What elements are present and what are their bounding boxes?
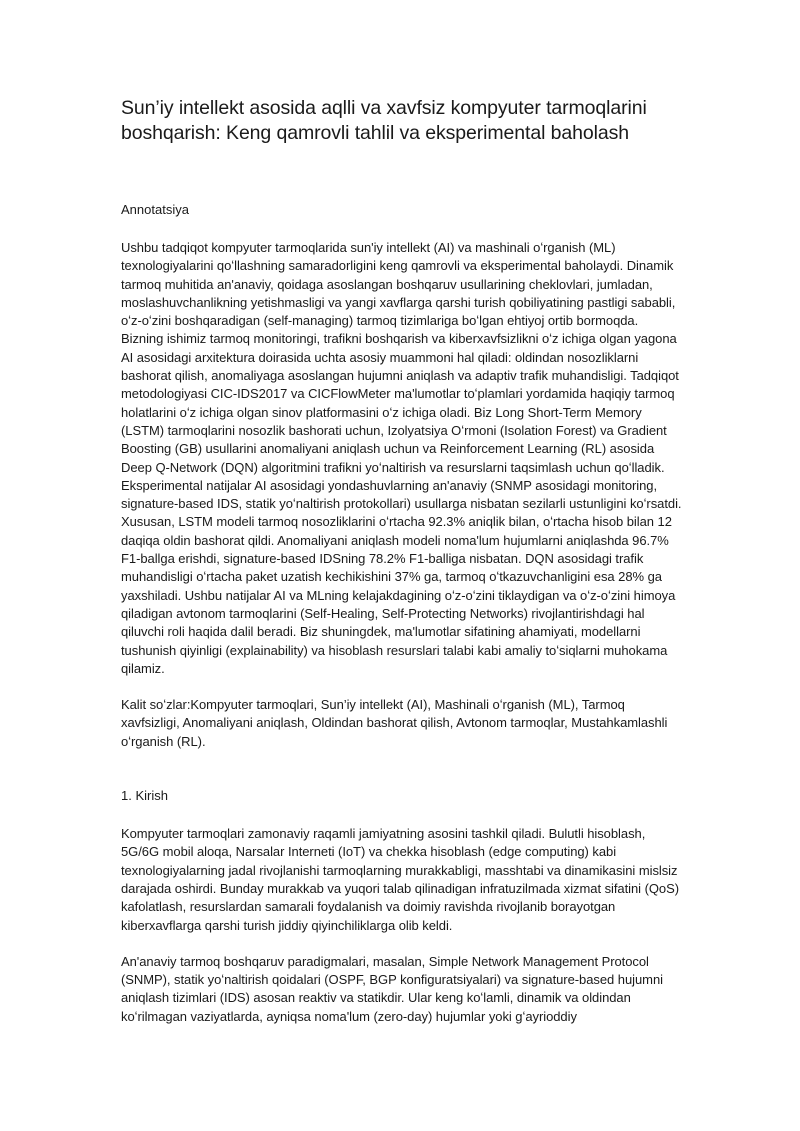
- abstract-heading: Annotatsiya: [121, 202, 189, 217]
- document-title: Sun’iy intellekt asosida aqlli va xavfsiz kompyuter tarmoqlarini boshqarish: Keng qamrovli tahlil va eksperimental baholash: [121, 97, 647, 144]
- keywords-paragraph: Kalit soʻzlar:Kompyuter tarmoqlari, Sun’iy intellekt (AI), Mashinali oʻrganish (ML), Tarmoq xavfsizligi, Anomaliyani aniqlash, Oldindan bashorat qilish, Avtonom tarmoqlar, Mustahkamlashli oʻrganish (RL).: [121, 697, 668, 749]
- introduction-paragraph-1: Kompyuter tarmoqlari zamonaviy raqamli jamiyatning asosini tashkil qiladi. Bulutli hisoblash, 5G/6G mobil aloqa, Narsalar Interneti (IoT) va chekka hisoblash (edge computing) kabi texnologiyalarning jadal rivojlanishi tarmoqlarning murakkabligi, masshtabi va dinamikasini mislsiz darajada oshirdi. Bunday murakkab va yuqori talab qilinadigan infratuzilmada xizmat sifatini (QoS) kafolatlash, resurslardan samarali foydalanish va doimiy ravishda rivojlanib borayotgan kiberxavflarga qarshi turish jiddiy qiyinchiliklarga olib keldi.: [121, 826, 679, 933]
- document-page: [121, 96, 683, 1026]
- introduction-paragraph-2: An'anaviy tarmoq boshqaruv paradigmalari, masalan, Simple Network Management Protocol (SNMP), statik yoʻnaltirish qoidalari (OSPF, BGP konfiguratsiyalari) va signature-based hujumni aniqlash tizimlari (IDS) asosan reaktiv va statikdir. Ular keng koʻlamli, dinamik va oldindan koʻrilmagan vaziyatlarda, ayniqsa noma'lum (zero-day) hujumlar yoki gʻayrioddiy: [121, 953, 663, 1024]
- section-heading-introduction: 1. Kirish: [121, 788, 168, 804]
- abstract-paragraph: Ushbu tadqiqot kompyuter tarmoqlarida sun'iy intellekt (AI) va mashinali oʻrganish (ML) texnologiyalarini qoʻllashning samaradorligini keng qamrovli va eksperimental baholaydi. Dinamik tarmoq muhitida an'anaviy, qoidaga asoslangan boshqaruv usullarining cheklovlari, jumladan, moslashuvchanlikning yetishmasligi va yangi xavflarga qarshi turish qobiliyatining pastligi sababli, oʻz-oʻzini boshqaradigan (self-managing) tarmoq tizimlariga boʻlgan ehtiyoj ortib bormoqda. Bizning ishimiz tarmoq monitoringi, trafikni boshqarish va kiberxavfsizlikni oʻz ichiga olgan yagona AI asosidagi arxitektura doirasida uchta asosiy muammoni hal qiladi: oldindan nosozliklarni bashorat qilish, anomaliyaga asoslangan hujumni aniqlash va adaptiv trafik muhandisligi. Tadqiqot metodologiyasi CIC-IDS2017 va CICFlowMeter ma'lumotlar toʻplamlari yordamida haqiqiy tarmoq holatlarini oʻz ichiga olgan sinov platformasini oʻz ichiga oladi. Biz Long Short-Term Memory (LSTM) tarmoqlarini nosozlik bashorati uchun, Izolyatsiya Oʻrmoni (Isolation Forest) va Gradient Boosting (GB) usullarini anomaliyani aniqlash uchun va Reinforcement Learning (RL) asosida Deep Q-Network (DQN) algoritmini trafikni yoʻnaltirish va resurslarni taqsimlash uchun qoʻlladik. Eksperimental natijalar AI asosidagi yondashuvlarning an'anaviy (SNMP asosidagi monitoring, signature-based IDS, statik yoʻnaltirish protokollari) usullarga nisbatan sezilarli ustunligini koʻrsatdi. Xususan, LSTM modeli tarmoq nosozliklarini oʻrtacha 92.3% aniqlik bilan, oʻrtacha hisob bilan 12 daqiqa oldin bashorat qildi. Anomaliyani aniqlash modeli noma'lum hujumlarni aniqlashda 96.7% F1-ballga erishdi, signature-based IDSning 78.2% F1-balliga nisbatan. DQN asosidagi trafik muhandisligi oʻrtacha paket uzatish kechikishini 37% ga, tarmoq oʻtkazuvchanligini esa 28% ga yaxshiladi. Ushbu natijalar AI va MLning kelajakdagining oʻz-oʻzini tiklaydigan va oʻz-oʻzini himoya qiladigan avtonom tarmoqlarini (Self-Healing, Self-Protecting Networks) rivojlantirishdagi hal qiluvchi roli haqida dalil beradi. Biz shuningdek, ma'lumotlar sifatining ahamiyati, modellarni tushunish qiyinligi (explainability) va hisoblash resurslari talabi kabi amaliy toʻsiqlarni muhokama qilamiz.: [121, 240, 682, 676]
